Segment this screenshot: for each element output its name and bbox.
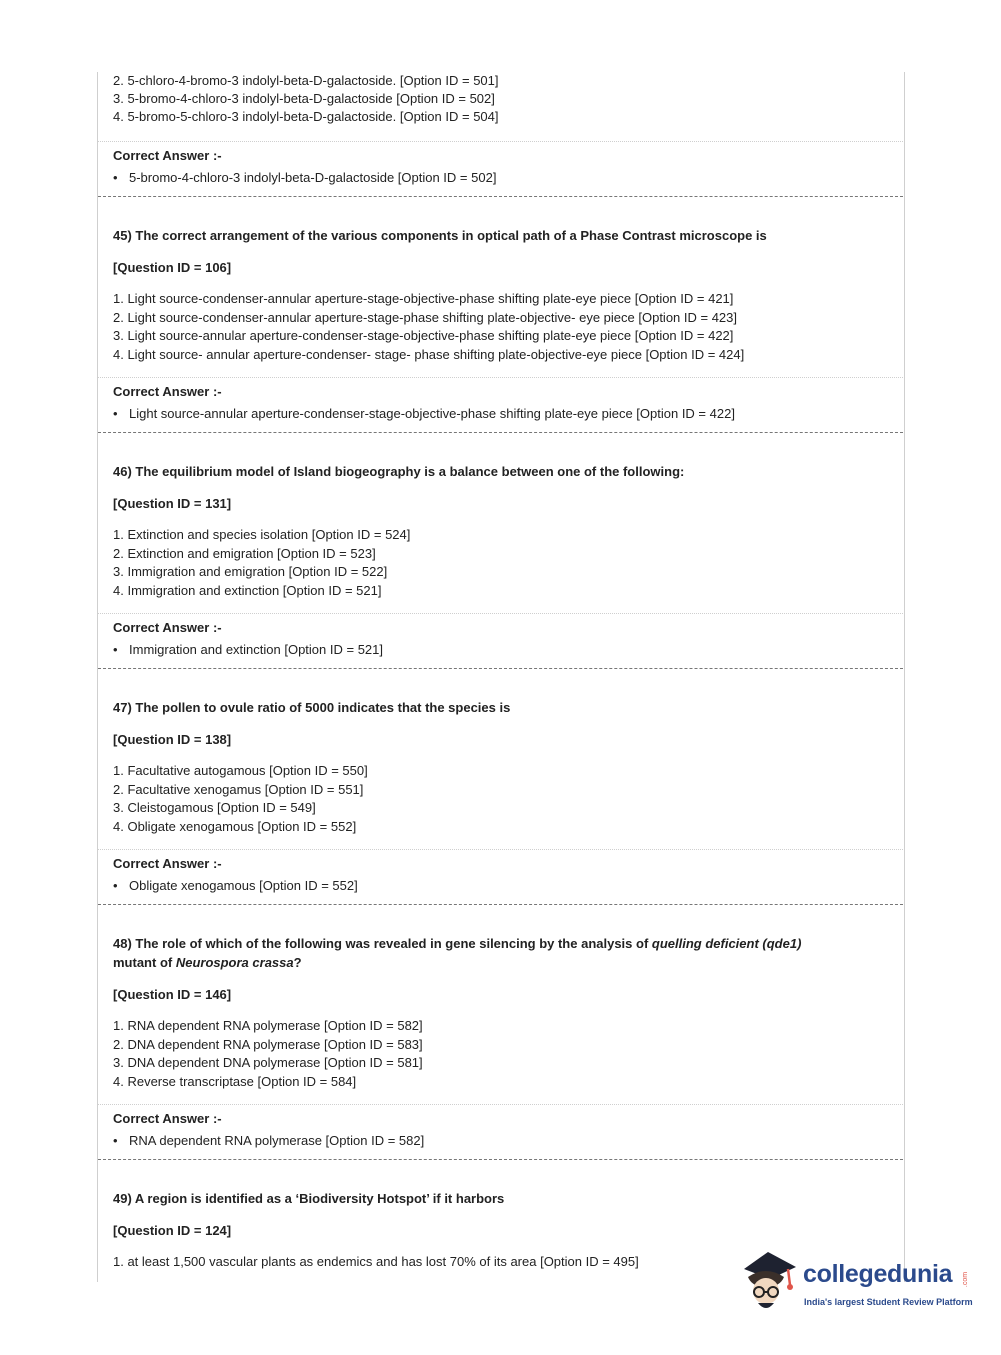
- question-text-line2: [113, 955, 302, 970]
- option-1: 1. Extinction and species isolation [Option ID = 524]: [113, 527, 411, 542]
- correct-answer: [113, 641, 383, 660]
- option-4: 4. 5-bromo-5-chloro-3 indolyl-beta-D-galactoside. [Option ID = 504]: [113, 109, 499, 124]
- bullet: •: [113, 170, 118, 185]
- logo-suffix: .com: [962, 1271, 970, 1288]
- option-3: 3. 5-bromo-4-chloro-3 indolyl-beta-D-galactoside [Option ID = 502]: [113, 91, 495, 106]
- correct-answer-text: RNA dependent RNA polymerase [Option ID = 582]: [129, 1133, 425, 1148]
- correct-answer-text: Obligate xenogamous [Option ID = 552]: [129, 878, 358, 893]
- option-4: 4. Light source- annular aperture-condenser- stage- phase shifting plate-objective-eye piece [Option ID = 424]: [113, 347, 745, 362]
- mascot-icon: [744, 1252, 796, 1308]
- logo-tagline: India's largest Student Review Platform: [804, 1297, 973, 1307]
- option-4: 4. Reverse transcriptase [Option ID = 584]: [113, 1074, 357, 1089]
- option-2: 2. 5-chloro-4-bromo-3 indolyl-beta-D-galactoside. [Option ID = 501]: [113, 73, 499, 88]
- question-text-italic: Neurospora crassa: [175, 955, 294, 970]
- correct-answer: [113, 169, 496, 188]
- correct-answer-label: Correct Answer :-: [113, 620, 222, 635]
- bullet: •: [113, 1133, 118, 1148]
- correct-answer-label: Correct Answer :-: [113, 148, 222, 163]
- option-3: 3. Immigration and emigration [Option ID = 522]: [113, 564, 388, 579]
- question-id: [Question ID = 106]: [113, 260, 232, 275]
- question-separator: [98, 196, 903, 197]
- correct-answer: [113, 1132, 424, 1151]
- option-1: 1. RNA dependent RNA polymerase [Option ID = 582]: [113, 1018, 423, 1033]
- option-2: 2. Extinction and emigration [Option ID = 523]: [113, 546, 376, 561]
- question-separator: [98, 1159, 903, 1160]
- option-2: 2. Facultative xenogamus [Option ID = 551]: [113, 782, 364, 797]
- bullet: •: [113, 878, 118, 893]
- question-text: 46) The equilibrium model of Island biogeography is a balance between one of the following:: [113, 464, 685, 479]
- option-1: 1. at least 1,500 vascular plants as endemics and has lost 70% of its area [Option ID = 495]: [113, 1254, 639, 1269]
- option-1: 1. Facultative autogamous [Option ID = 550]: [113, 763, 368, 778]
- question-text-part: mutant of: [113, 955, 176, 970]
- question-separator: [98, 668, 903, 669]
- question-id: [Question ID = 146]: [113, 987, 232, 1002]
- correct-answer-text: Light source-annular aperture-condenser-stage-objective-phase shifting plate-eye piece [Option ID = 422]: [129, 406, 735, 421]
- option-3: 3. Light source-annular aperture-condenser-stage-objective-phase shifting plate-eye piece [Option ID = 422]: [113, 328, 734, 343]
- divider: [98, 1104, 903, 1105]
- question-id: [Question ID = 131]: [113, 496, 232, 511]
- question-text: 45) The correct arrangement of the various components in optical path of a Phase Contrast microscope is: [113, 228, 767, 243]
- question-text-part: ?: [293, 955, 302, 970]
- correct-answer-label: Correct Answer :-: [113, 1111, 222, 1126]
- logo-wordmark: collegedunia: [803, 1260, 953, 1288]
- question-text-italic: quelling deficient (qde1): [651, 936, 802, 951]
- correct-answer: [113, 405, 735, 424]
- question-text: 47) The pollen to ovule ratio of 5000 indicates that the species is: [113, 700, 511, 715]
- option-1: 1. Light source-condenser-annular aperture-stage-objective-phase shifting plate-eye piece [Option ID = 421]: [113, 291, 734, 306]
- question-id: [Question ID = 124]: [113, 1223, 232, 1238]
- divider: [98, 377, 903, 378]
- correct-answer-text: Immigration and extinction [Option ID = 521]: [129, 642, 383, 657]
- divider: [98, 141, 903, 142]
- question-separator: [98, 904, 903, 905]
- question-separator: [98, 432, 903, 433]
- option-2: 2. Light source-condenser-annular aperture-stage-phase shifting plate-objective- eye piece [Option ID = 423]: [113, 310, 738, 325]
- option-4: 4. Obligate xenogamous [Option ID = 552]: [113, 819, 357, 834]
- correct-answer-label: Correct Answer :-: [113, 384, 222, 399]
- divider: [98, 849, 903, 850]
- question-text: [113, 936, 801, 951]
- question-text-part: 48) The role of which of the following was revealed in gene silencing by the analysis of: [113, 936, 652, 951]
- option-4: 4. Immigration and extinction [Option ID = 521]: [113, 583, 382, 598]
- bullet: •: [113, 406, 118, 421]
- option-2: 2. DNA dependent RNA polymerase [Option ID = 583]: [113, 1037, 423, 1052]
- correct-answer-label: Correct Answer :-: [113, 856, 222, 871]
- option-3: 3. Cleistogamous [Option ID = 549]: [113, 800, 316, 815]
- bullet: •: [113, 642, 118, 657]
- correct-answer: [113, 877, 358, 896]
- option-3: 3. DNA dependent DNA polymerase [Option ID = 581]: [113, 1055, 423, 1070]
- page-frame: [97, 72, 905, 1282]
- question-id: [Question ID = 138]: [113, 732, 232, 747]
- question-text: 49) A region is identified as a ‘Biodiversity Hotspot’ if it harbors: [113, 1191, 505, 1206]
- divider: [98, 613, 903, 614]
- correct-answer-text: 5-bromo-4-chloro-3 indolyl-beta-D-galactoside [Option ID = 502]: [129, 170, 497, 185]
